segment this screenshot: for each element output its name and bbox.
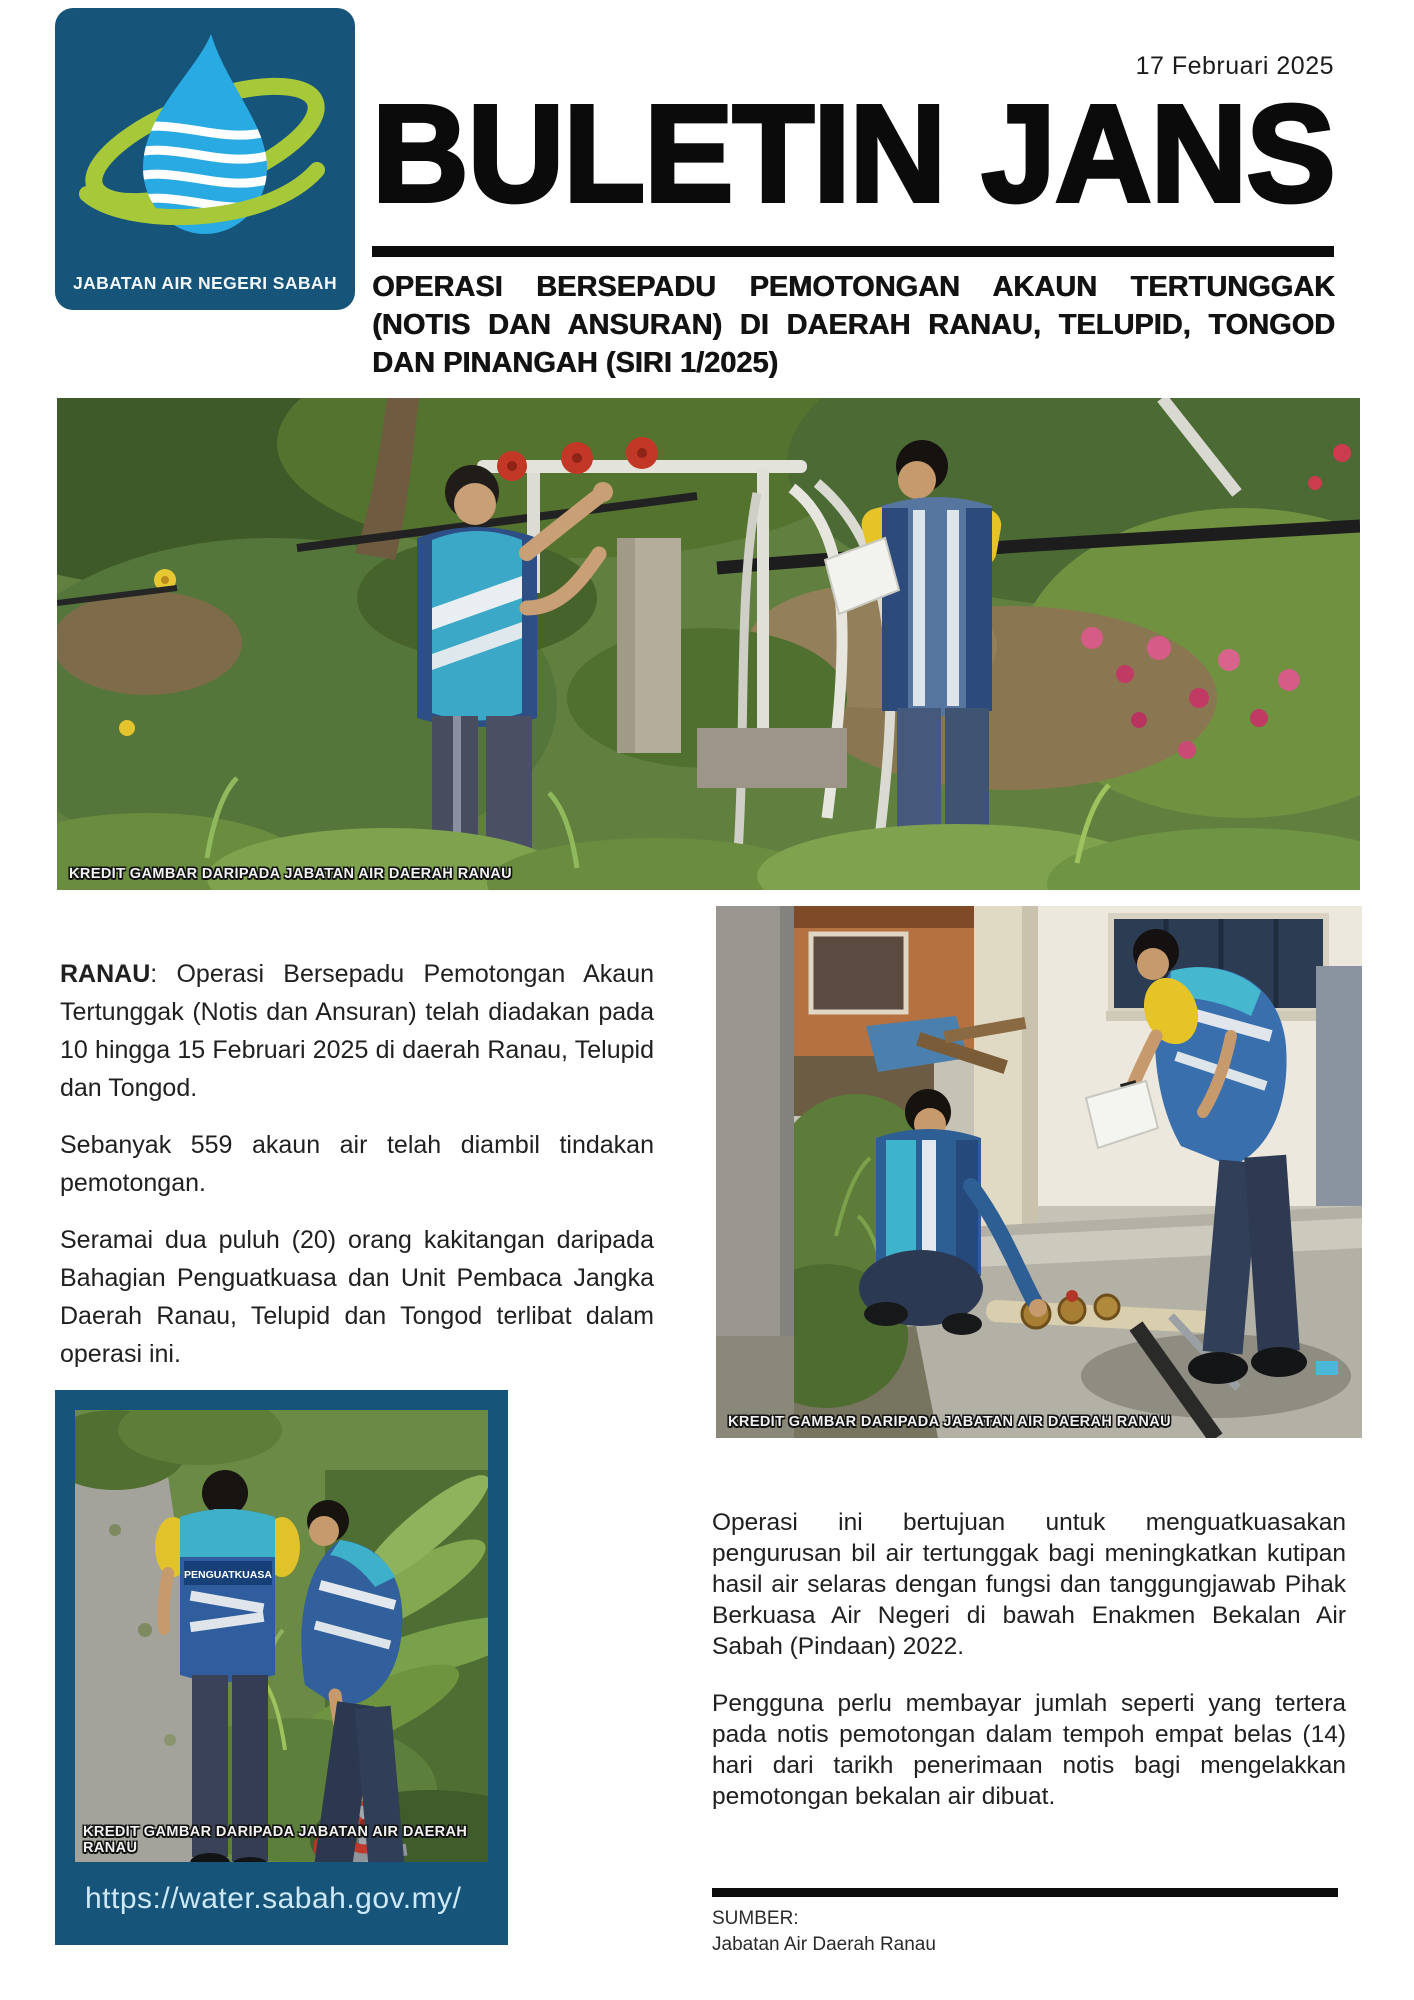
masthead-divider bbox=[372, 246, 1334, 257]
paragraph-staff: Seramai dua puluh (20) orang kakitangan daripada Bahagian Penguatkuasa dan Unit Pembaca Jangka Daerah Ranau, Telupid dan Tongod terlibat dalam operasi ini. bbox=[60, 1226, 654, 1368]
source-divider bbox=[712, 1888, 1338, 1897]
water-department-logo-icon bbox=[65, 22, 345, 252]
photo-credit: KREDIT GAMBAR DARIPADA JABATAN AIR DAERAH RANAU bbox=[83, 1824, 468, 1856]
article-headline: OPERASI BERSEPADU PEMOTONGAN AKAUN TERTUNGGAK (NOTIS DAN ANSURAN) DI DAERAH RANAU, TELUPID, TONGOD DAN PINANGAH (SIRI 1/2025) bbox=[372, 271, 1335, 379]
paragraph-accounts: Sebanyak 559 akaun air telah diambil tindakan pemotongan. bbox=[60, 1131, 654, 1197]
issue-date: 17 Februari 2025 bbox=[1135, 52, 1334, 80]
side-photo-scene bbox=[716, 906, 1362, 1438]
photo-credit: KREDIT GAMBAR DARIPADA JABATAN AIR DAERAH RANAU bbox=[728, 1414, 1172, 1430]
location-label: RANAU bbox=[60, 960, 151, 988]
website-url-link[interactable]: https://water.sabah.gov.my/ bbox=[85, 1882, 462, 1915]
main-photo-scene bbox=[57, 398, 1360, 890]
agency-logo-box bbox=[55, 8, 355, 310]
lead-text: : Operasi Bersepadu Pemotongan Akaun Tertunggak (Notis dan Ansuran) telah diadakan pada 10 hingga 15 Februari 2025 di daerah Ranau, Telupid dan Tongod. bbox=[60, 960, 654, 1102]
org-name-label: JABATAN AIR NEGERI SABAH bbox=[72, 273, 337, 293]
concrete-pole bbox=[716, 906, 794, 1438]
article-left-column bbox=[60, 955, 654, 1392]
main-photo bbox=[57, 398, 1360, 890]
paragraph-purpose: Operasi ini bertujuan untuk menguatkuasakan pengurusan bil air tertunggak bagi meningkatkan kutipan hasil air selaras dengan fungsi dan tanggungjawab Pihak Berkuasa Air Negeri di bawah Enakmen Bekalan Air Sabah (Pindaan) 2022. bbox=[712, 1509, 1346, 1660]
paragraph-lead bbox=[60, 955, 654, 1107]
framed-photo-panel bbox=[55, 1390, 508, 1945]
masthead-title: BULETIN JANS bbox=[372, 77, 1335, 231]
side-photo bbox=[716, 906, 1362, 1438]
source-label: SUMBER: bbox=[712, 1908, 799, 1929]
article-right-column bbox=[712, 1507, 1346, 1838]
source-value: Jabatan Air Daerah Ranau bbox=[712, 1934, 936, 1955]
paragraph-notice: Pengguna perlu membayar jumlah seperti yang tertera pada notis pemotongan dalam tempoh empat belas (14) hari dari tarikh penerimaan notis bagi mengelakkan pemotongan bekalan air dibuat. bbox=[712, 1690, 1346, 1810]
framed-photo-scene bbox=[75, 1410, 488, 1862]
framed-photo bbox=[75, 1410, 488, 1862]
vest-label: PENGUATKUASA bbox=[184, 1569, 272, 1581]
photo-credit: KREDIT GAMBAR DARIPADA JABATAN AIR DAERAH RANAU bbox=[69, 866, 513, 882]
